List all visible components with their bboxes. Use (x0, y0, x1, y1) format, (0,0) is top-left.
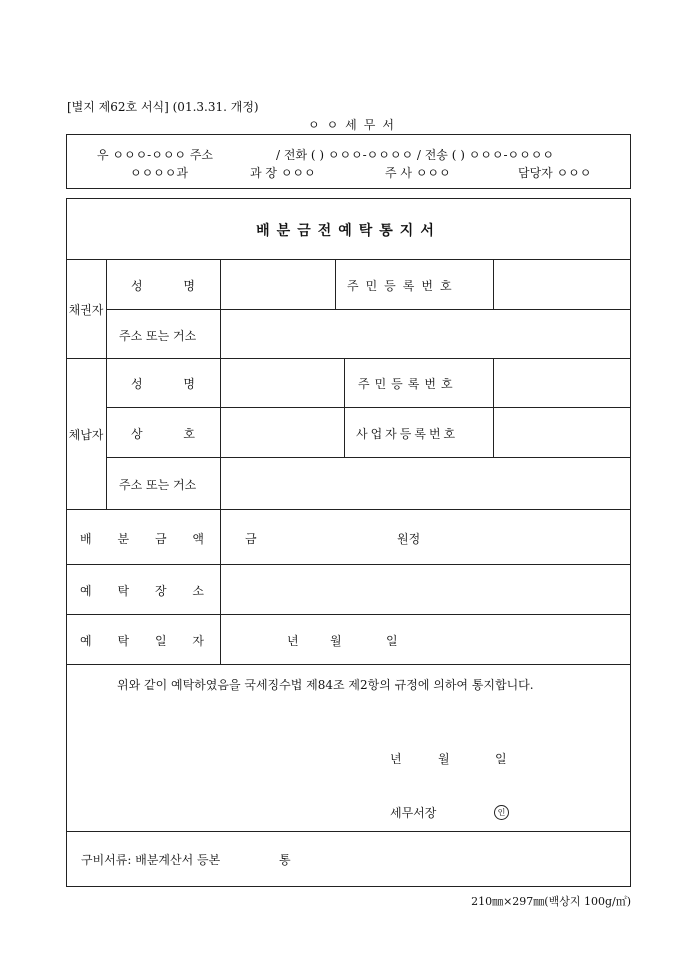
debtor-address-field[interactable] (220, 457, 631, 509)
debtor-label: 체납자 (68, 428, 104, 442)
creditor-label: 채권자 (68, 303, 104, 317)
attachments-unit: 통 (279, 853, 291, 867)
amount-label: 배 분 금 액 (80, 532, 204, 546)
deposit-date-label: 예 탁 일 자 (80, 634, 204, 648)
deposit-date-month: 월 (330, 634, 342, 648)
column-divider (335, 259, 336, 309)
tax-office-title: ㅇㅇ세무서 (308, 118, 401, 132)
debtor-name-field[interactable] (220, 358, 344, 407)
notice-statement: 위와 같이 예탁하였음을 국세징수법 제84조 제2항의 규정에 의하여 통지합니다. (117, 678, 534, 692)
row-divider (66, 614, 631, 615)
form-reference: [별지 제62호 서식] (01.3.31. 개정) (67, 100, 259, 114)
attachments-label: 구비서류: 배분계산서 등본 (81, 853, 221, 867)
creditor-name-label: 성 명 (131, 279, 195, 293)
sign-month: 월 (438, 752, 450, 766)
creditor-address-field[interactable] (220, 309, 631, 358)
seal-icon: 인 (494, 805, 509, 820)
debtor-trade-name-label: 상 호 (131, 427, 195, 441)
debtor-address-label: 주소 또는 거소 (119, 478, 197, 492)
amount-prefix: 금 (245, 532, 257, 546)
header-phone-fax: / 전화 ( ) ㅇㅇㅇ-ㅇㅇㅇㅇ / 전송 ( ) ㅇㅇㅇ-ㅇㅇㅇㅇ (276, 148, 554, 162)
deposit-place-field[interactable] (220, 564, 631, 614)
creditor-resident-no-field[interactable] (493, 259, 631, 309)
amount-suffix: 원정 (397, 532, 421, 546)
deposit-date-year: 년 (287, 634, 299, 648)
header-section-chief: 과 장 ㅇㅇㅇ (250, 166, 316, 180)
row-divider (66, 664, 631, 665)
creditor-resident-no-label: 주민등록번호 (347, 279, 459, 293)
debtor-resident-no-field[interactable] (493, 358, 631, 407)
row-divider (66, 831, 631, 832)
deposit-date-day: 일 (386, 634, 398, 648)
header-department: ㅇㅇㅇㅇ과 (130, 166, 188, 180)
debtor-resident-no-label: 주민등록번호 (358, 377, 458, 391)
signer-title: 세무서장 (390, 806, 437, 820)
header-officer: 주 사 ㅇㅇㅇ (385, 166, 451, 180)
sign-day: 일 (495, 752, 507, 766)
creditor-name-field[interactable] (220, 259, 335, 309)
amount-field[interactable] (262, 509, 392, 564)
paper-spec: 210㎜×297㎜(백상지 100g/㎡) (471, 895, 631, 908)
column-divider (106, 259, 107, 509)
form-title: 배분금전예탁통지서 (256, 223, 441, 239)
header-staff: 담당자 ㅇㅇㅇ (518, 166, 592, 180)
official-seal-mark (490, 804, 509, 820)
header-postal: 우 ㅇㅇㅇ-ㅇㅇㅇ 주소 (97, 148, 214, 162)
debtor-trade-name-field[interactable] (220, 407, 344, 457)
creditor-address-label: 주소 또는 거소 (119, 329, 197, 343)
debtor-name-label: 성 명 (131, 377, 195, 391)
debtor-business-no-label: 사업자등록번호 (356, 427, 459, 441)
column-divider (344, 358, 345, 457)
deposit-place-label: 예 탁 장 소 (80, 584, 204, 598)
sign-year: 년 (390, 752, 402, 766)
debtor-business-no-field[interactable] (493, 407, 631, 457)
